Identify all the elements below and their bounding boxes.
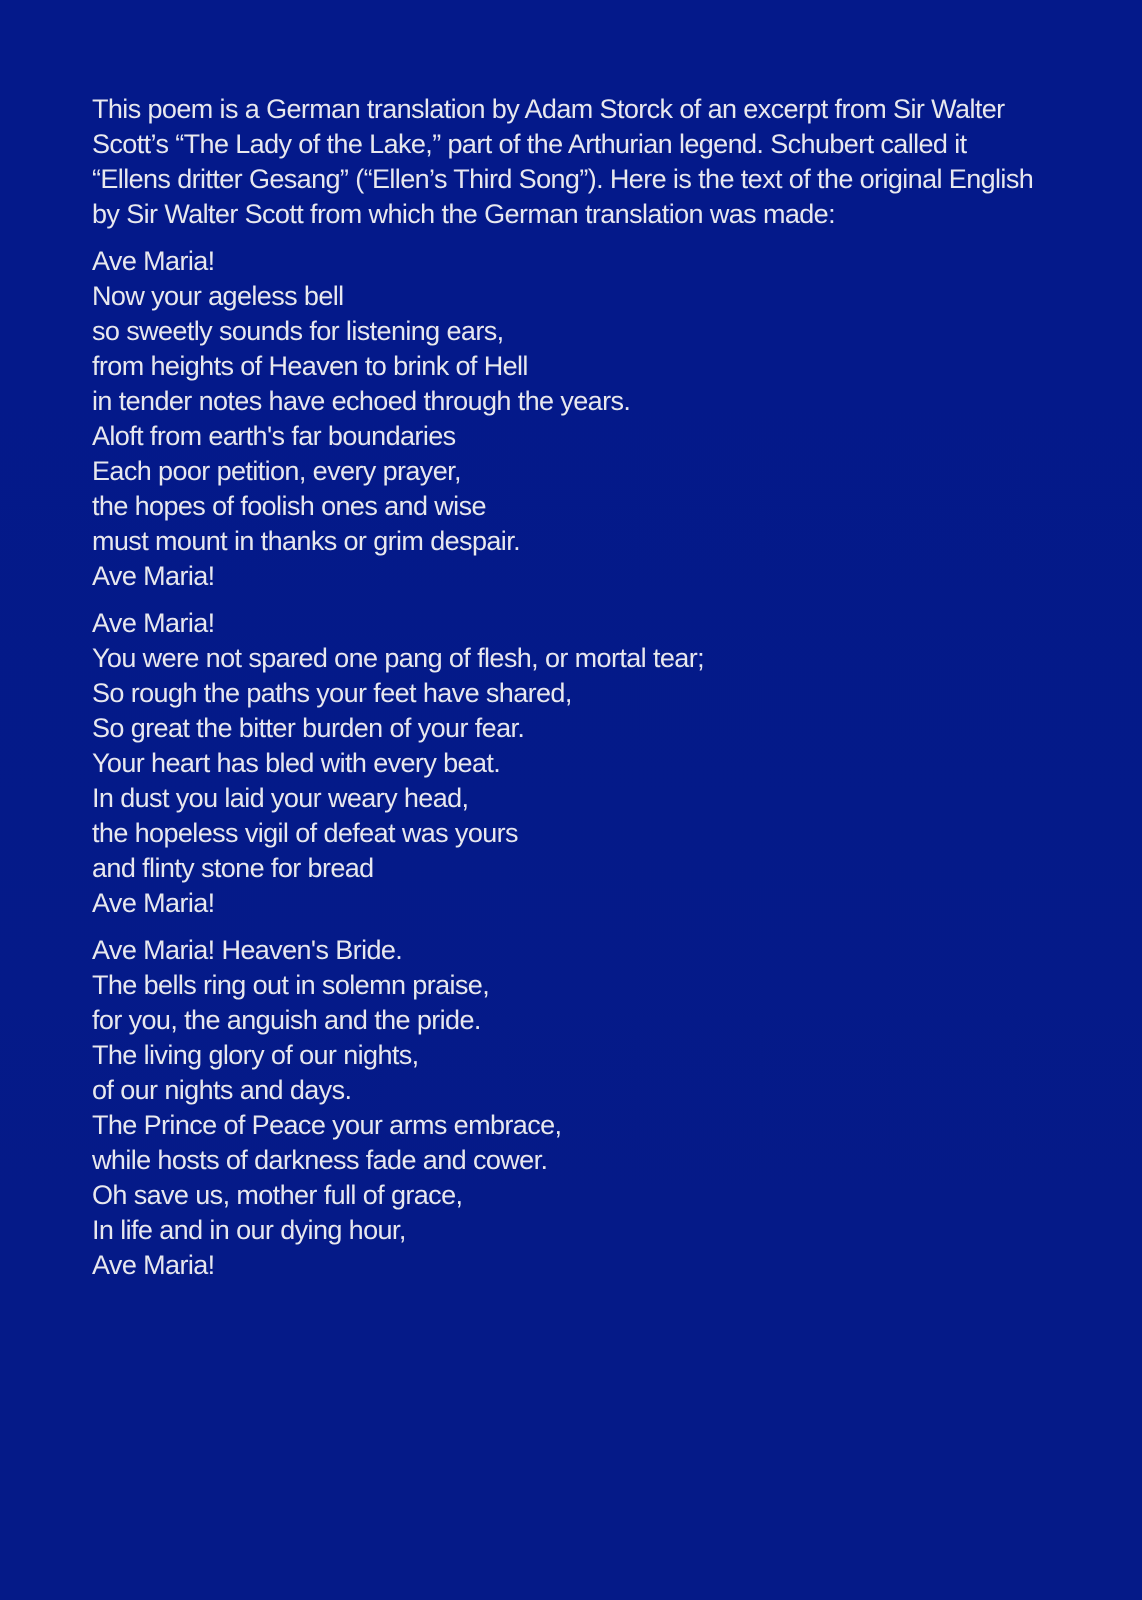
poem-line: for you, the anguish and the pride. bbox=[92, 1005, 481, 1035]
poem-line: In dust you laid your weary head, bbox=[92, 783, 469, 813]
poem-line: while hosts of darkness fade and cower. bbox=[92, 1145, 548, 1175]
poem-line: In life and in our dying hour, bbox=[92, 1215, 406, 1245]
poem-line: of our nights and days. bbox=[92, 1075, 352, 1105]
intro-paragraph: This poem is a German translation by Adam Storck of an excerpt from Sir Walter Scott’s “The Lady of the Lake,” part of the Arthurian legend. Schubert called it “Ellens dritter Gesang” (“Ellen’s Third Song”). Here is the text of the original English by Sir Walter Scott from which the German translation was made: bbox=[92, 94, 1034, 229]
stanza-1 bbox=[92, 244, 1062, 594]
poem-line: You were not spared one pang of flesh, or mortal tear; bbox=[92, 643, 705, 673]
poem-line: The Prince of Peace your arms embrace, bbox=[92, 1110, 562, 1140]
poem-line: from heights of Heaven to brink of Hell bbox=[92, 351, 528, 381]
stanza-3 bbox=[92, 933, 1062, 1283]
poem-line: the hopeless vigil of defeat was yours bbox=[92, 818, 518, 848]
poem-line: So rough the paths your feet have shared, bbox=[92, 678, 572, 708]
poem-line: Now your ageless bell bbox=[92, 281, 344, 311]
poem-line: Ave Maria! bbox=[92, 561, 215, 591]
poem-line: in tender notes have echoed through the years. bbox=[92, 386, 631, 416]
poem-line: Ave Maria! bbox=[92, 608, 215, 638]
poem-line: The bells ring out in solemn praise, bbox=[92, 970, 490, 1000]
poem-line: Your heart has bled with every beat. bbox=[92, 748, 501, 778]
poem-line: Each poor petition, every prayer, bbox=[92, 456, 461, 486]
poem-line: the hopes of foolish ones and wise bbox=[92, 491, 486, 521]
poem-line: Ave Maria! bbox=[92, 888, 215, 918]
poem-line: So great the bitter burden of your fear. bbox=[92, 713, 525, 743]
poem-line: Ave Maria! bbox=[92, 246, 215, 276]
stanza-2 bbox=[92, 606, 1062, 921]
poem-line: must mount in thanks or grim despair. bbox=[92, 526, 520, 556]
poem-line: Ave Maria! bbox=[92, 1250, 215, 1280]
poem-line: Ave Maria! Heaven's Bride. bbox=[92, 935, 403, 965]
poem-line: and flinty stone for bread bbox=[92, 853, 374, 883]
poem-line: so sweetly sounds for listening ears, bbox=[92, 316, 504, 346]
poem-line: Oh save us, mother full of grace, bbox=[92, 1180, 463, 1210]
poem-line: The living glory of our nights, bbox=[92, 1040, 419, 1070]
poem-line: Aloft from earth's far boundaries bbox=[92, 421, 456, 451]
